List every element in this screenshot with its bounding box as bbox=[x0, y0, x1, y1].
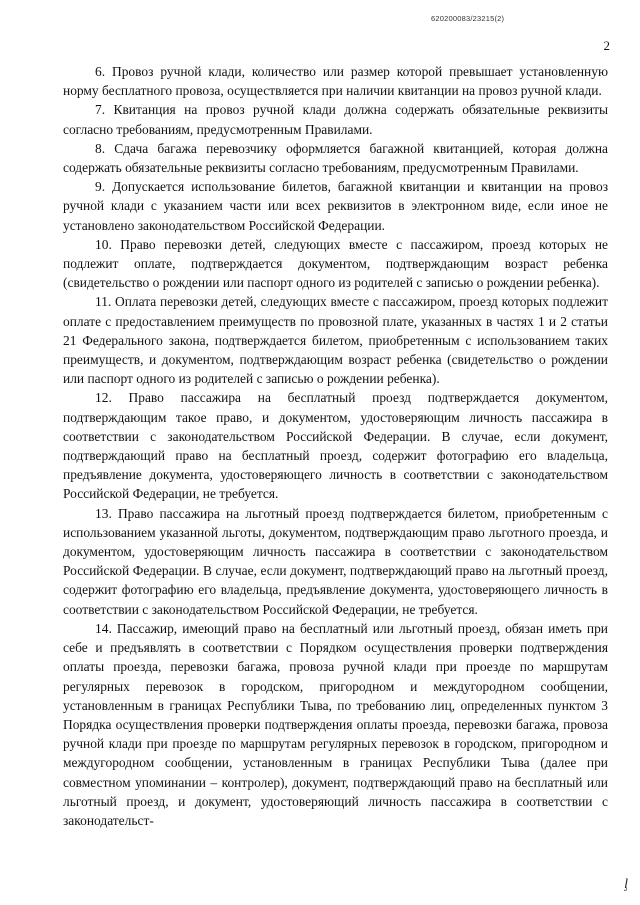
paragraph-13: 13. Право пассажира на льготный проезд подтверждается билетом, приобретенным с использованием указанной льготы, документом, подтверждающим право льготного проезда, и документом, удостоверяющим личность пассажира в соответствии с законодательством Российской Федерации. В случае, если документ, подтверждающий право на льготный проезд, содержит фотографию его владельца, предъявление документа, удостоверяющего личность в соответствии с законодательством Российской Федерации, не требуется. bbox=[63, 505, 608, 617]
doc-id: 620200083/23215(2) bbox=[431, 14, 505, 23]
paragraph-10: 10. Право перевозки детей, следующих вместе с пассажиром, проезд которых не подлежит оплате, подтверждается документом, подтверждающим возраст ребенка (свидетельство о рождении или паспорт одного из родителей с записью о рождении ребенка). bbox=[63, 236, 608, 291]
paragraph-11: 11. Оплата перевозки детей, следующих вместе с пассажиром, проезд которых подлежит оплате с предоставлением преимуществ по провозной плате, указанных в частях 1 и 2 статьи 21 Федерального закона, подтверждается билетом, приобретенным с использованием таких преимуществ, и документом, подтверждающим возраст ребенка (свидетельство о рождении или паспорт одного из родителей с записью о рождении ребенка). bbox=[63, 294, 608, 387]
paragraph-9: 9. Допускается использование билетов, багажной квитанции и квитанции на провоз ручной клади с указанием части или всех реквизитов в электронном виде, если иное не установлено законодательством Российской Федерации. bbox=[63, 179, 608, 233]
paragraph-8: 8. Сдача багажа перевозчику оформляется багажной квитанцией, которая должна содержать обязательные реквизиты согласно требованиям, предусмотренным Правилами. bbox=[63, 140, 608, 176]
paragraph-6: 6. Провоз ручной клади, количество или размер которой превышает установленную норму бесплатного провоза, осуществляется при наличии квитанции на провоз ручной клади. bbox=[63, 64, 608, 99]
paragraph-14: 14. Пассажир, имеющий право на бесплатный или льготный проезд, обязан иметь при себе и предъявлять в соответствии с Порядком осуществления проверки подтверждения оплаты проезда, перевозки багажа, провоза ручной клади при проезде по маршрутам регулярных перевозок в городском, пригородном и междугородном сообщении, установленным в границах Республики Тыва, по требованию лиц, определенных пунктом 3 Порядка осуществления проверки подтверждения оплаты проезда, перевозки багажа, провоза ручной клади при проезде по маршрутам регулярных перевозок в городском, пригородном и междугородном сообщении, установленным в границах Республики Тыва (далее при совместном упоминании – контролер), документ, подтверждающий право на бесплатный или льготный проезд, и документ, удостоверяющий личность пассажира в соответствии с законодательст- bbox=[63, 620, 608, 828]
page-number: 2 bbox=[603, 38, 610, 53]
paragraph-7: 7. Квитанция на провоз ручной клади должна содержать обязательные реквизиты согласно требованиям, предусмотренным Правилами. bbox=[63, 102, 608, 137]
margin-mark: ᶅ bbox=[624, 877, 628, 892]
paragraph-12: 12. Право пассажира на бесплатный проезд подтверждается документом, подтверждающим такое право, и документом, удостоверяющим личность пассажира в соответствии с законодательством Российской Федерации. В случае, если документ, подтверждающий право на бесплатный проезд, содержит фотографию его владельца, предъявление документа, удостоверяющего личность в соответствии с законодательством Российской Федерации, не требуется. bbox=[63, 390, 608, 502]
document-body bbox=[63, 62, 608, 830]
